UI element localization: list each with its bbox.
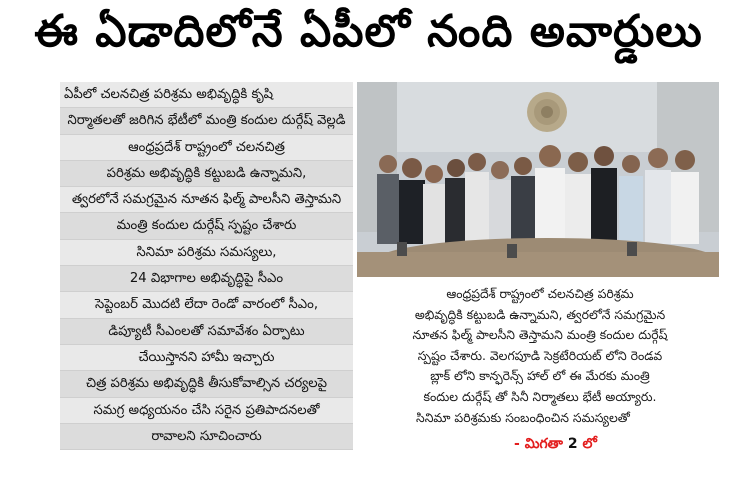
- headline: ఈ ఏడాదిలోనే ఏపీలో నంది అవార్డులు: [34, 6, 703, 57]
- caption-line: సినిమా పరిశ్రమకు సంబంధించిన సమస్యలతో: [416, 409, 630, 425]
- list-item: ఆంధ్రప్రదేశ్ రాష్ట్రంలో చలనచిత్ర: [60, 135, 353, 161]
- list-item: రావాలని సూచించారు: [60, 424, 353, 450]
- list-item: చేయిస్తానని హామీ ఇచ్చారు: [60, 345, 353, 371]
- list-item: మంత్రి కందుల దుర్గేష్ స్పష్టం చేశారు: [60, 213, 353, 239]
- list-item: పరిశ్రమ అభివృద్ధికి కట్టుబడి ఉన్నామని,: [60, 161, 353, 187]
- list-item: ఏపీలో చలనచిత్ర పరిశ్రమ అభివృద్ధికి కృషి: [60, 82, 353, 108]
- list-item: సెప్టెంబర్ మొదటి లేదా రెండో వారంలో సీఎం,: [60, 292, 353, 318]
- ref-dash: -: [514, 436, 520, 452]
- ref-text: మిగతా: [524, 436, 563, 452]
- caption-line: ఆంధ్రప్రదేశ్ రాష్ట్రంలో చలనచిత్ర పరిశ్రమ: [446, 286, 634, 301]
- highlights-list: [60, 82, 353, 450]
- caption-line: బ్లాక్ లోని కాన్ఫరెన్స్ హాల్ లో ఈ మేరకు మంత్రి: [430, 368, 650, 384]
- group-photo-image: [357, 82, 719, 277]
- list-item: సమగ్ర అధ్యయనం చేసి సరైన ప్రతిపాదనలతో: [60, 398, 353, 424]
- caption-line: అభివృద్ధికి కట్టుబడి ఉన్నామని, త్వరలోనే సమగ్రమైన: [414, 306, 666, 322]
- list-item: 24 విభాగాల అభివృద్ధిపై సీఎం: [60, 266, 353, 292]
- continued-reference: [514, 436, 597, 455]
- caption-line: స్పష్టం చేశారు. వెలగపూడి సెక్రటేరియట్ లోని రెండవ: [417, 347, 663, 363]
- news-photo: [357, 82, 719, 277]
- list-item: త్వరలోనే సమగ్రమైన నూతన ఫిల్మ్ పాలసీని తెస్తామని: [60, 187, 353, 213]
- caption-line: కందుల దుర్గేష్ తో సినీ నిర్మాతలు భేటీ అయ్యారు.: [423, 388, 657, 404]
- list-item: డిప్యూటీ సీఎంలతో సమావేశం ఏర్పాటు: [60, 319, 353, 345]
- photo-caption: [360, 284, 720, 428]
- ref-page: 2: [567, 436, 578, 452]
- list-item: చిత్ర పరిశ్రమ అభివృద్ధికి తీసుకోవాల్సిన చర్యలపై: [60, 371, 353, 397]
- ref-suffix: లో: [582, 436, 597, 452]
- list-item: సినిమా పరిశ్రమ సమస్యలు,: [60, 240, 353, 266]
- caption-line: నూతన ఫిల్మ్ పాలసీని తెస్తామని మంత్రి కందుల దుర్గేష్: [412, 327, 668, 343]
- list-item: నిర్మాతలతో జరిగిన భేటీలో మంత్రి కందుల దుర్గేష్ వెల్లడి: [60, 108, 353, 134]
